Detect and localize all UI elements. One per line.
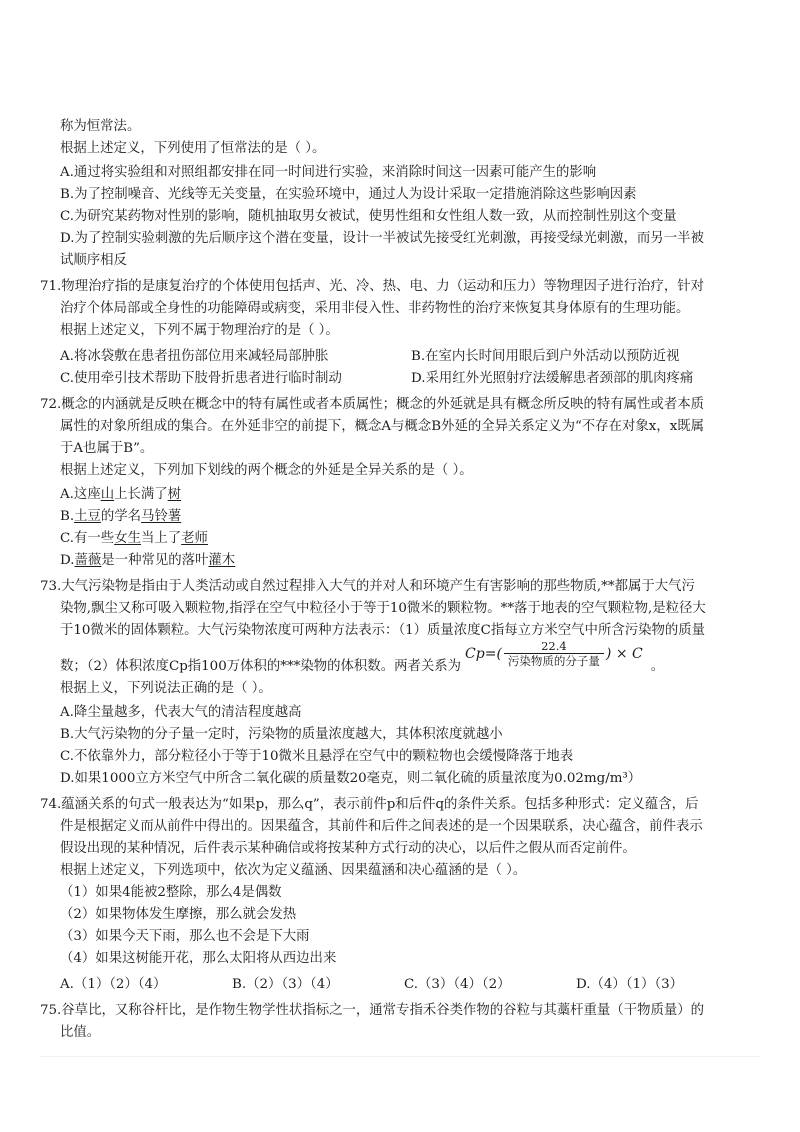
option-c: C.不依靠外力，部分粒径小于等于10微米且悬浮在空气中的颗粒物也会缓慢降落于地表 [60, 749, 574, 764]
underlined-concept: 山 [100, 487, 115, 502]
question-stem: 根据上述定义，下列选项中，依次为定义蕴涵、因果蕴涵和决心蕴涵的是（ ）。 [60, 863, 527, 878]
question-number: 75. [40, 1003, 62, 1018]
option-a: A.将冰袋敷在患者扭伤部位用来减轻局部肿胀 [60, 349, 329, 364]
statement-item: （1）如果4能被2整除，那么4是偶数 [60, 885, 282, 900]
option-text: D. [60, 553, 75, 568]
question-74-line: 件是根据定义而从前件中得出的。因果蕴含，其前件和后件之间表述的是一个因果联系，决心蕴含，前件表示 [60, 819, 703, 834]
option-b: B.大气污染物的分子量一定时，污染物的质量浓度越大，其体积浓度就越小 [60, 727, 503, 742]
question-72-line [40, 394, 762, 416]
option-b [40, 506, 762, 528]
option-text: A.这座 [60, 487, 101, 502]
question-number: 74. [40, 797, 62, 812]
statement-item: （3）如果今天下雨，那么也不会是下大雨 [60, 929, 310, 944]
underlined-concept: 老师 [181, 531, 208, 546]
underlined-concept: 灌木 [208, 553, 236, 568]
option-d: D.如果1000立方米空气中所含二氧化碳的质量数20毫克，则二氧化硫的质量浓度为0.02mg/m³） [60, 771, 642, 786]
option-c: C.使用牵引技术帮助下肢骨折患者进行临时制动 [60, 371, 342, 386]
option-text: 是一种常见的落叶 [101, 553, 209, 568]
option-c: C.为研究某药物对性别的影响，随机抽取男女被试，使男性组和女性组人数一致，从而控制性别这个变量 [60, 209, 677, 224]
option-c [40, 528, 762, 550]
option-text: 的学名 [100, 509, 142, 524]
question-text: 蕴涵关系的句式一般表达为“如果p，那么q”，表示前件p和后件q的条件关系。包括多种形式：定义蕴含，后 [61, 797, 699, 812]
options-row [40, 368, 762, 390]
question-72-line: 属性的对象所组成的集合。在外延非空的前提下，概念A与概念B外延的全异关系定义为“不存在对象x，x既属 [60, 419, 705, 434]
option-d-continued: 试顺序相反 [60, 253, 127, 268]
option-c: C.（3）（4）（2） [404, 977, 511, 992]
question-74-line: 假设出现的某种情况，后件表示某种确信或将按某种方式行动的决心，以后件之假从而否定前件。 [60, 841, 636, 856]
option-a: A.降尘量越多，代表大气的清洁程度越高 [60, 705, 302, 720]
option-text: C.有一些 [60, 531, 115, 546]
option-a: A.通过将实验组和对照组都安排在同一时间进行实验，来消除时间这一因素可能产生的影响 [60, 165, 597, 180]
question-stem: 根据上义，下列说法正确的是（ ）。 [60, 681, 272, 696]
underlined-concept: 树 [167, 487, 182, 502]
formula-numerator: 22.4 [541, 639, 567, 653]
concentration-formula [465, 639, 643, 668]
question-75-line: 比值。 [60, 1025, 101, 1040]
options-row [40, 346, 762, 368]
option-b: B.为了控制噪音、光线等无关变量，在实验环境中，通过人为设计采取一定措施消除这些影响因素 [60, 187, 637, 202]
formula-lhs: Cp=( [465, 645, 502, 662]
underlined-concept: 女生 [114, 531, 141, 546]
option-d: D.为了控制实验刺激的先后顺序这个潜在变量，设计一半被试先接受红光刺激，再接受绿光刺激，而另一半被 [60, 231, 704, 246]
option-a [40, 484, 762, 506]
option-text: 当上了 [140, 531, 182, 546]
option-d [40, 550, 762, 572]
question-stem: 根据上述定义，下列加下划线的两个概念的外延是全异关系的是（ ）。 [60, 463, 473, 478]
underlined-concept: 土豆 [74, 509, 101, 524]
option-a: A.（1）（2）（4） [60, 977, 167, 992]
page-content [40, 116, 762, 1044]
option-b: B.（2）（3）（4） [232, 977, 339, 992]
option-d: D.采用红外光照射疗法缓解患者颈部的肌肉疼痛 [411, 371, 694, 386]
question-text: 数；（2）体积浓度Cp指100万体积的***染物的体积数。两者关系为 [60, 659, 462, 674]
question-72-line: 于A也属于B”。 [60, 441, 154, 456]
question-75-line [40, 1000, 762, 1022]
underlined-concept: 蔷薇 [74, 553, 102, 568]
formula-fraction [504, 639, 604, 668]
option-text: 上长满了 [114, 487, 168, 502]
formula-rhs: ) × C [605, 645, 643, 662]
question-text: 概念的内涵就是反映在概念中的特有属性或者本质属性；概念的外延就是具有概念所反映的特有属性或者本质 [61, 397, 705, 412]
question-stem: 根据上述定义，下列不属于物理治疗的是（ ）。 [60, 323, 339, 338]
option-text: B. [60, 509, 75, 524]
option-d: D.（4）（1）（3） [576, 977, 684, 992]
footer-divider [40, 1056, 760, 1057]
formula-denominator: 污染物质的分子量 [507, 654, 600, 668]
question-74-line [40, 794, 762, 816]
question-text: 谷草比，又称谷杆比，是作物生物学性状指标之一，通常专指禾谷类作物的谷粒与其藁杆重量（干物质量）的 [61, 1003, 705, 1018]
question-text: 物理治疗指的是康复治疗的个体使用包括声、光、冷、热、电、力（运动和压力）等物理因子进行治疗，针对 [61, 279, 705, 294]
statement-item: （4）如果这树能开花，那么太阳将从西边出来 [60, 951, 337, 966]
underlined-concept: 马铃薯 [141, 509, 182, 524]
question-number: 71. [40, 279, 62, 294]
options-row [40, 974, 762, 996]
question-number: 72. [40, 397, 62, 412]
option-b: B.在室内长时间用眼后到户外活动以预防近视 [411, 349, 680, 364]
question-73-line: 于10微米的固体颗粒。大气污染物浓度可两种方法表示：（1）质量浓度C指每立方米空气中所含污染物的质量 [60, 623, 706, 638]
intro-line: 称为恒常法。 [60, 119, 141, 134]
question-stem: 根据上述定义，下列使用了恒常法的是（ ）。 [60, 141, 326, 156]
question-71-line [40, 276, 762, 298]
statement-item: （2）如果物体发生摩擦，那么就会发热 [60, 907, 297, 922]
question-73-formula-line [40, 639, 762, 678]
question-73-line [40, 576, 762, 598]
question-text: 。 [650, 659, 665, 674]
question-number: 73. [40, 579, 62, 594]
question-73-line: 染物,飘尘又称可吸入颗粒物,指浮在空气中粒径小于等于10微米的颗粒物。**落于地表的空气颗粒物,是粒径大 [60, 601, 706, 616]
question-71-line: 治疗个体局部或全身性的功能障碍或病变，采用非侵入性、非药物性的治疗来恢复其身体原有的生理功能。 [60, 301, 690, 316]
question-text: 大气污染物是指由于人类活动或自然过程排入大气的并对人和环境产生有害影响的那些物质,**都属于大气污 [61, 579, 695, 594]
